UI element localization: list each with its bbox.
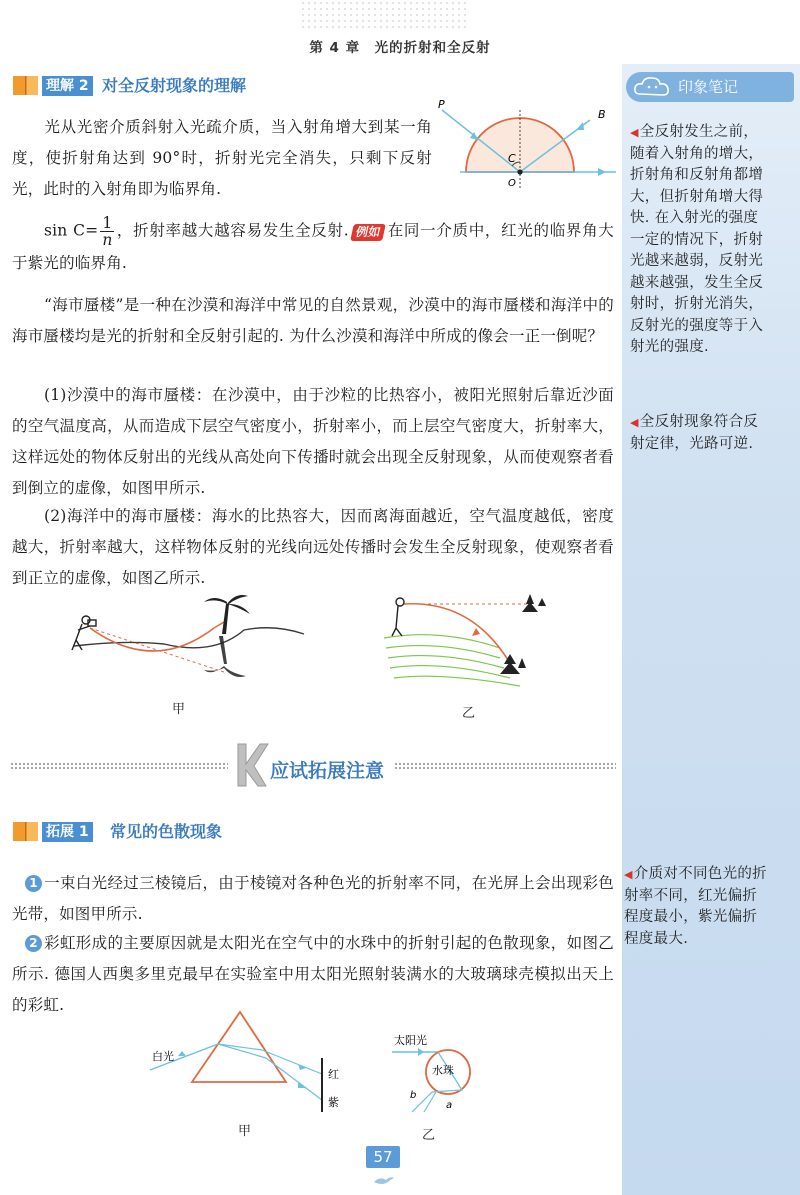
label-a: a [446,1100,453,1111]
label-c: C [508,152,516,165]
section-heading-1 [12,74,312,98]
item-1-text: 一束白光经过三棱镜后，由于棱镜对各种色光的折射率不同，在光屏上会出现彩色光带，如图甲所示. [12,874,614,923]
section-tag: 拓展 1 [42,822,93,842]
triangle-icon: ◀ [630,126,639,139]
number-badge: 1 [25,875,42,892]
label-b: B [598,108,606,121]
section-title: 对全反射现象的理解 [102,76,247,95]
formula-fraction [100,215,114,248]
desert-text: (1)沙漠中的海市蜃楼：在沙漠中，由于沙粒的比热容小，被阳光照射后靠近沙面的空气温度高，从而造成下层空气密度小，折射率小，而上层空气密度大，折射率大，这样远处的物体反射出的光线从高处向下传播时就会出现全反射现象，从而使观察者看到倒立的虚像，如图甲所示. [12,386,614,497]
chapter-header: 第 4 章 光的折射和全反射 [309,40,491,56]
formula-suffix: ，折射率越大越容易发生全反射. [116,221,349,240]
intro-text: 光从光密介质斜射入光疏介质，当入射角增大到某一角度，使折射角达到 90°时，折射光完全消失，只剩下反射光，此时的入射角即为临界角. [12,118,432,198]
figure-caption-jia: 甲 [172,702,186,717]
label-white-light: 白光 [152,1050,174,1063]
label-sunlight: 太阳光 [394,1034,427,1047]
notes-sidebar [622,64,800,1195]
triangle-icon: ◀ [630,416,639,429]
rainbow-figure [388,1030,488,1120]
bird-icon [372,1172,396,1188]
mirage-intro-text: “海市蜃楼”是一种在沙漠和海洋中常见的自然景观，沙漠中的海市蜃楼和海洋中的海市蜃楼均是光的折射和全反射引起的. 为什么沙漠和海洋中所成的像会一正一倒呢？ [12,296,614,345]
banner-title: 应试拓展注意 [270,760,385,782]
book-icon [12,74,40,98]
example-text: 在同一介质中，红光的临界角大于紫光的临界角. [12,221,614,272]
label-b: b [410,1090,417,1101]
label-red: 红 [328,1068,339,1081]
formula-prefix: sin C= [44,221,99,240]
label-p: P [438,98,445,111]
paragraph-desert [12,380,614,504]
note-text: 全反射现象符合反射定律，光路可逆. [630,414,759,452]
sidebar-note-3 [624,864,770,950]
section-heading-2 [12,820,312,844]
item-2-text: 彩虹形成的主要原因就是太阳光在空气中的水珠中的折射引起的色散现象，如图乙所示. 德国人西奥多里克最早在实验室中用太阳光照射装满水的大玻璃球壳模拟出天上的彩虹. [12,934,614,1014]
cloud-icon [632,74,674,100]
formula-denominator: n [102,231,113,249]
number-badge: 2 [25,935,42,952]
label-violet: 紫 [328,1096,339,1109]
page-number: 57 [366,1146,400,1168]
palm-tree-icon [204,595,250,677]
note-text: 全反射发生之前，随着入射角的增大，折射角和反射角都增大，但折射角增大得快. 在入射光的强度一定的情况下，折射光越来越弱，反射光越来越强，发生全反射时，折射光消失，反射光的强度等于入射光的强度. [630,124,764,355]
label-water-drop: 水珠 [432,1064,454,1077]
formula-numerator: 1 [102,214,113,232]
paragraph-intro [12,112,432,205]
paragraph-sea [12,501,614,594]
critical-angle-diagram [420,96,620,190]
sidebar-header [626,72,794,102]
section-banner [232,742,432,788]
figure-caption-yi: 乙 [462,706,476,721]
sidebar-note-2 [630,412,770,455]
k-logo-icon [232,742,272,788]
paragraph-formula [12,215,614,279]
person-icon [392,598,404,636]
triangle-icon: ◀ [624,868,633,881]
figure-caption-jia: 甲 [238,1124,252,1139]
sea-mirage-figure [380,588,560,688]
example-badge: 例如 [350,224,386,241]
sea-text: (2)海洋中的海市蜃楼：海水的比热容大，因而离海面越近，空气温度越低，密度越大，折射率越大，这样物体反射的光线向远处传播时会发生全反射现象，使观察者看到正立的虚像，如图乙所示. [12,507,614,587]
figure-caption-yi: 乙 [422,1128,436,1143]
sidebar-note-1 [630,122,770,359]
note-text: 介质对不同色光的折射率不同，红光偏折程度最小，紫光偏折程度最大. [624,866,767,947]
paragraph-mirage-intro [12,290,614,352]
paragraph-item-1 [12,868,614,930]
section-tag: 理解 2 [42,76,93,96]
banner-divider-left [10,762,228,770]
section-title: 常见的色散现象 [110,822,223,841]
prism-figure [146,1008,356,1118]
book-icon [12,820,40,844]
desert-mirage-figure [64,584,324,694]
header-decoration [300,0,470,30]
tree-icon [500,594,546,674]
label-o: O [508,178,516,189]
sidebar-title: 印象笔记 [678,78,739,96]
